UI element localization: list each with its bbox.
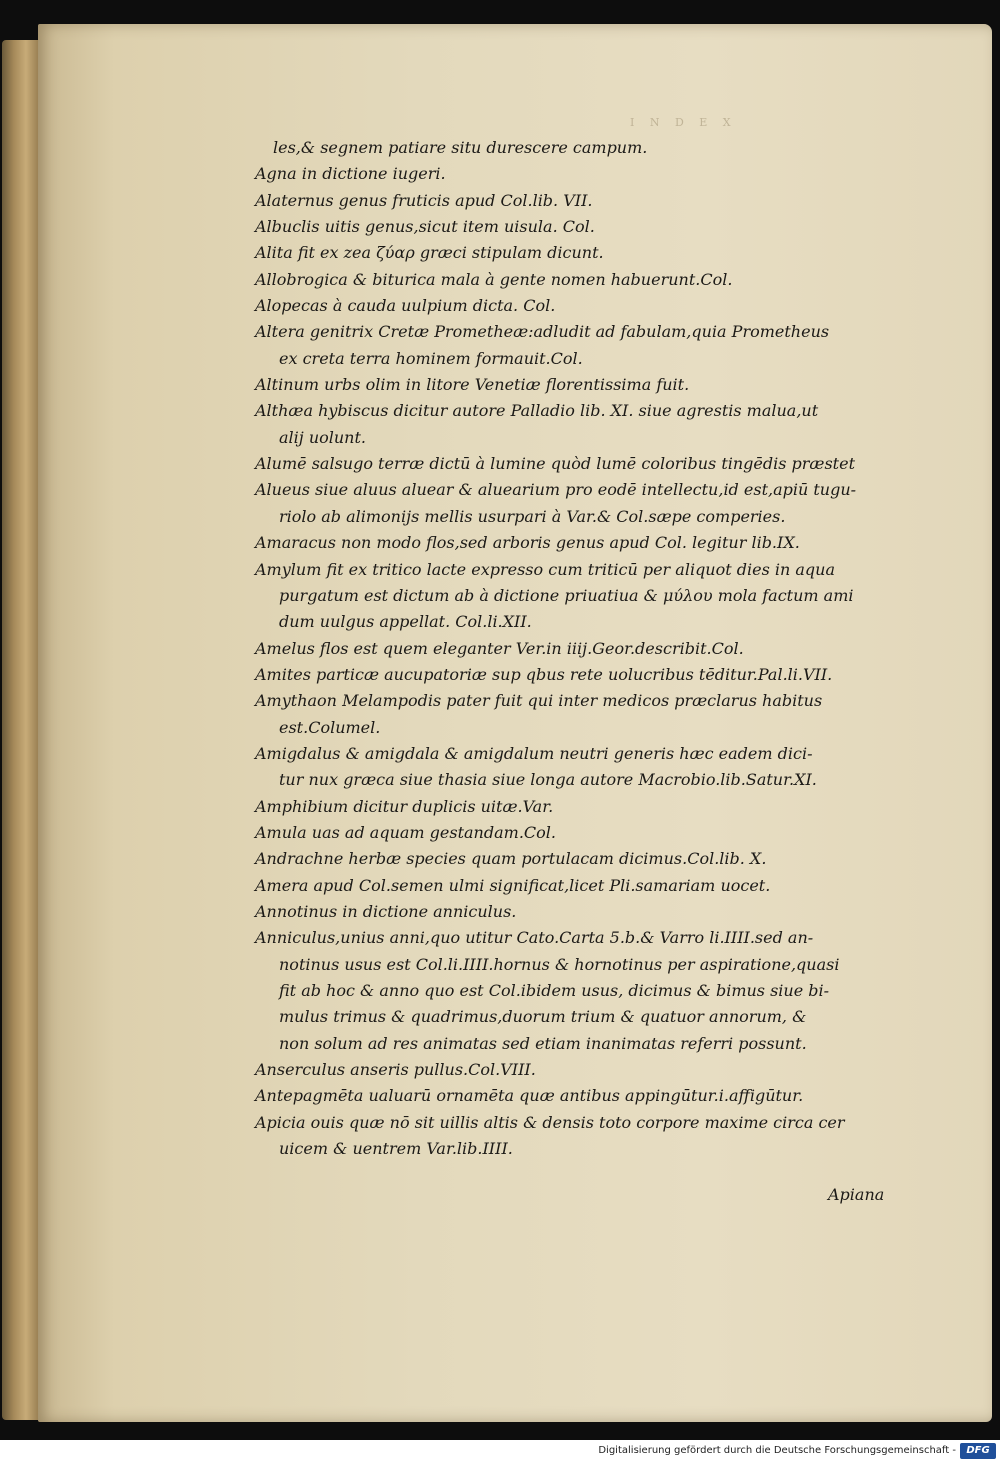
index-line: Allobrogica & biturica mala à gente nomen habuerunt.Col. <box>255 269 733 289</box>
funding-credit: Digitalisierung gefördert durch die Deutsche Forschungsgemeinschaft - <box>598 1445 956 1456</box>
book-fore-edge <box>2 40 42 1420</box>
index-line: Alueus siue aluus aluear & aluearium pro eodē intellectu,id est,apiū tugu- <box>255 480 857 500</box>
index-line: Amula uas ad aquam gestandam.Col. <box>255 822 556 842</box>
index-line: Amylum fit ex tritico lacte expresso cum triticū per aliquot dies in aqua <box>255 559 836 579</box>
index-line: Amaracus non modo flos,sed arboris genus apud Col. legitur lib.IX. <box>255 533 800 553</box>
index-line: Alita fit ex zea ζύαρ græci stipulam dicunt. <box>255 243 604 263</box>
index-line: Andrachne herbæ species quam portulacam dicimus.Col.lib. X. <box>255 849 767 869</box>
index-line: Amphibium dicitur duplicis uitæ.Var. <box>255 796 554 816</box>
index-line: notinus usus est Col.li.IIII.hornus & hornotinus per aspiratione,quasi <box>279 954 840 974</box>
running-head: I N D E X <box>630 116 737 129</box>
index-line: alij uolunt. <box>279 427 366 447</box>
index-line: Amigdalus & amigdala & amigdalum neutri generis hæc eadem dici- <box>255 743 813 763</box>
index-line: Anserculus anseris pullus.Col.VIII. <box>255 1060 536 1080</box>
index-line: tur nux græca siue thasia siue longa autore Macrobio.lib.Satur.XI. <box>279 770 817 790</box>
index-line: Albuclis uitis genus,sicut item uisula. Col. <box>255 217 595 237</box>
footer-bar <box>0 1440 1000 1463</box>
index-line: dum uulgus appellat. Col.li.XII. <box>279 612 532 632</box>
index-line: Althæa hybiscus dicitur autore Palladio lib. XI. siue agrestis malua,ut <box>255 401 819 421</box>
index-line: Amelus flos est quem eleganter Ver.in iiij.Geor.describit.Col. <box>255 638 744 658</box>
index-line: ex creta terra hominem formauit.Col. <box>279 348 583 368</box>
index-line: Amythaon Melampodis pater fuit qui inter medicos præclarus habitus <box>255 691 823 711</box>
index-line: Antepagmēta ualuarū ornamēta quæ antibus appingūtur.i.affigūtur. <box>255 1086 804 1106</box>
index-line: les,& segnem patiare situ durescere campum. <box>273 138 648 157</box>
index-line: uicem & uentrem Var.lib.IIII. <box>279 1139 513 1159</box>
index-line: Apicia ouis quæ nō sit uillis altis & densis toto corpore maxime circa cer <box>255 1112 845 1132</box>
catchword: Apiana <box>828 1185 885 1204</box>
index-line: mulus trimus & quadrimus,duorum trium & quatuor annorum, & <box>279 1007 807 1027</box>
index-line: non solum ad res animatas sed etiam inanimatas referri possunt. <box>279 1033 807 1053</box>
index-line: Amites particæ aucupatoriæ sup qbus rete uolucribus tēditur.Pal.li.VII. <box>255 664 833 684</box>
index-text-block <box>255 135 905 1162</box>
index-line: Annotinus in dictione anniculus. <box>255 901 517 921</box>
index-line: est.Columel. <box>279 717 381 737</box>
index-line: Altinum urbs olim in litore Venetiæ florentissima fuit. <box>255 375 690 395</box>
dfg-logo: DFG <box>960 1443 996 1459</box>
index-line: Alumē salsugo terræ dictū à lumine quòd lumē coloribus tingēdis præstet <box>255 454 855 474</box>
index-line: Alaternus genus fruticis apud Col.lib. VII. <box>255 190 593 210</box>
index-line: riolo ab alimonijs mellis usurpari à Var.& Col.sæpe comperies. <box>279 506 786 526</box>
index-line: Altera genitrix Cretæ Prometheæ:adludit ad fabulam,quia Prometheus <box>255 322 830 342</box>
index-line: Agna in dictione iugeri. <box>255 164 446 184</box>
index-line: fit ab hoc & anno quo est Col.ibidem usus, dicimus & bimus siue bi- <box>279 981 830 1000</box>
index-line: Alopecas à cauda uulpium dicta. Col. <box>255 296 556 316</box>
index-line: Anniculus,unius anni,quo utitur Cato.Carta 5.b.& Varro li.IIII.sed an- <box>255 928 814 948</box>
index-line: Amera apud Col.semen ulmi significat,licet Pli.samariam uocet. <box>255 875 771 895</box>
index-line: purgatum est dictum ab à dictione priuatiua & μύλου mola factum ami <box>279 585 854 605</box>
